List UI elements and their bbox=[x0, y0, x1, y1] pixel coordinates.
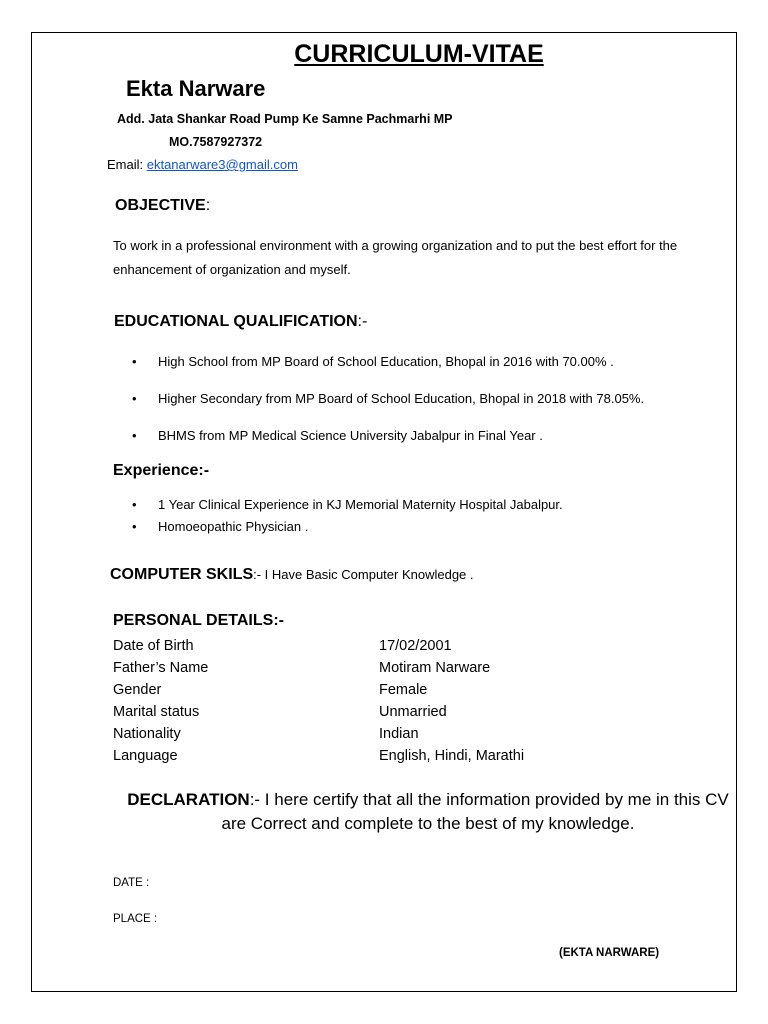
education-list bbox=[132, 352, 644, 463]
candidate-name: Ekta Narware bbox=[126, 76, 266, 101]
date-field: DATE : bbox=[113, 877, 150, 889]
objective-heading-suffix: : bbox=[205, 197, 211, 214]
computer-skills bbox=[110, 566, 474, 584]
address: Add. Jata Shankar Road Pump Ke Samne Pachmarhi MP bbox=[117, 112, 453, 126]
table-row bbox=[113, 745, 593, 767]
education-heading-text: EDUCATIONAL QUALIFICATION bbox=[114, 313, 358, 330]
table-row bbox=[113, 701, 593, 723]
list-item: • High School from MP Board of School Education, Bhopal in 2016 with 70.00% . bbox=[132, 352, 644, 371]
computer-skills-heading: COMPUTER SKILS bbox=[110, 566, 254, 583]
row-value: Indian bbox=[379, 726, 419, 742]
table-row bbox=[113, 723, 593, 745]
education-heading bbox=[114, 313, 367, 331]
row-label: Date of Birth bbox=[113, 638, 194, 654]
declaration-text: :- I here certify that all the information provided by me in this CV are Correct and complete to the best of my knowledge. bbox=[221, 790, 729, 833]
objective-heading bbox=[115, 197, 210, 215]
row-label: Language bbox=[113, 748, 178, 764]
email-link[interactable]: ektanarware3@gmail.com bbox=[146, 157, 298, 172]
row-label: Father’s Name bbox=[113, 660, 209, 676]
table-row bbox=[113, 635, 593, 657]
mobile-number: MO.7587927372 bbox=[169, 135, 263, 149]
declaration-heading: DECLARATION bbox=[127, 790, 250, 809]
row-value: English, Hindi, Marathi bbox=[379, 748, 525, 764]
computer-skills-text: :- I Have Basic Computer Knowledge . bbox=[253, 567, 474, 582]
list-item: • Homoeopathic Physician . bbox=[132, 516, 563, 538]
objective-text: To work in a professional environment with a growing organization and to put the best effort for the enhancement of organization and myself. bbox=[113, 238, 678, 277]
row-value: 17/02/2001 bbox=[379, 638, 452, 654]
experience-heading: Experience:- bbox=[113, 462, 210, 479]
row-label: Marital status bbox=[113, 704, 200, 720]
list-item: • Higher Secondary from MP Board of School Education, Bhopal in 2018 with 78.05%. bbox=[132, 389, 644, 408]
row-value: Female bbox=[379, 682, 428, 698]
table-row bbox=[113, 657, 593, 679]
row-label: Gender bbox=[113, 682, 162, 698]
declaration bbox=[113, 788, 743, 836]
row-label: Nationality bbox=[113, 726, 181, 742]
row-value: Unmarried bbox=[379, 704, 447, 720]
email-line bbox=[107, 157, 298, 172]
list-item: • 1 Year Clinical Experience in KJ Memorial Maternity Hospital Jabalpur. bbox=[132, 494, 563, 516]
place-field: PLACE : bbox=[113, 913, 158, 925]
personal-details-heading: PERSONAL DETAILS:- bbox=[113, 612, 284, 629]
table-row bbox=[113, 679, 593, 701]
experience-list bbox=[132, 494, 563, 538]
list-item: • BHMS from MP Medical Science University Jabalpur in Final Year . bbox=[132, 426, 644, 445]
signature-name: (EKTA NARWARE) bbox=[559, 947, 660, 959]
education-heading-suffix: :- bbox=[357, 313, 368, 330]
email-label: Email: bbox=[107, 157, 147, 172]
row-value: Motiram Narware bbox=[379, 660, 491, 676]
document-title: CURRICULUM-VITAE bbox=[294, 40, 544, 68]
personal-details-table bbox=[113, 635, 593, 767]
objective-heading-text: OBJECTIVE bbox=[115, 197, 206, 214]
